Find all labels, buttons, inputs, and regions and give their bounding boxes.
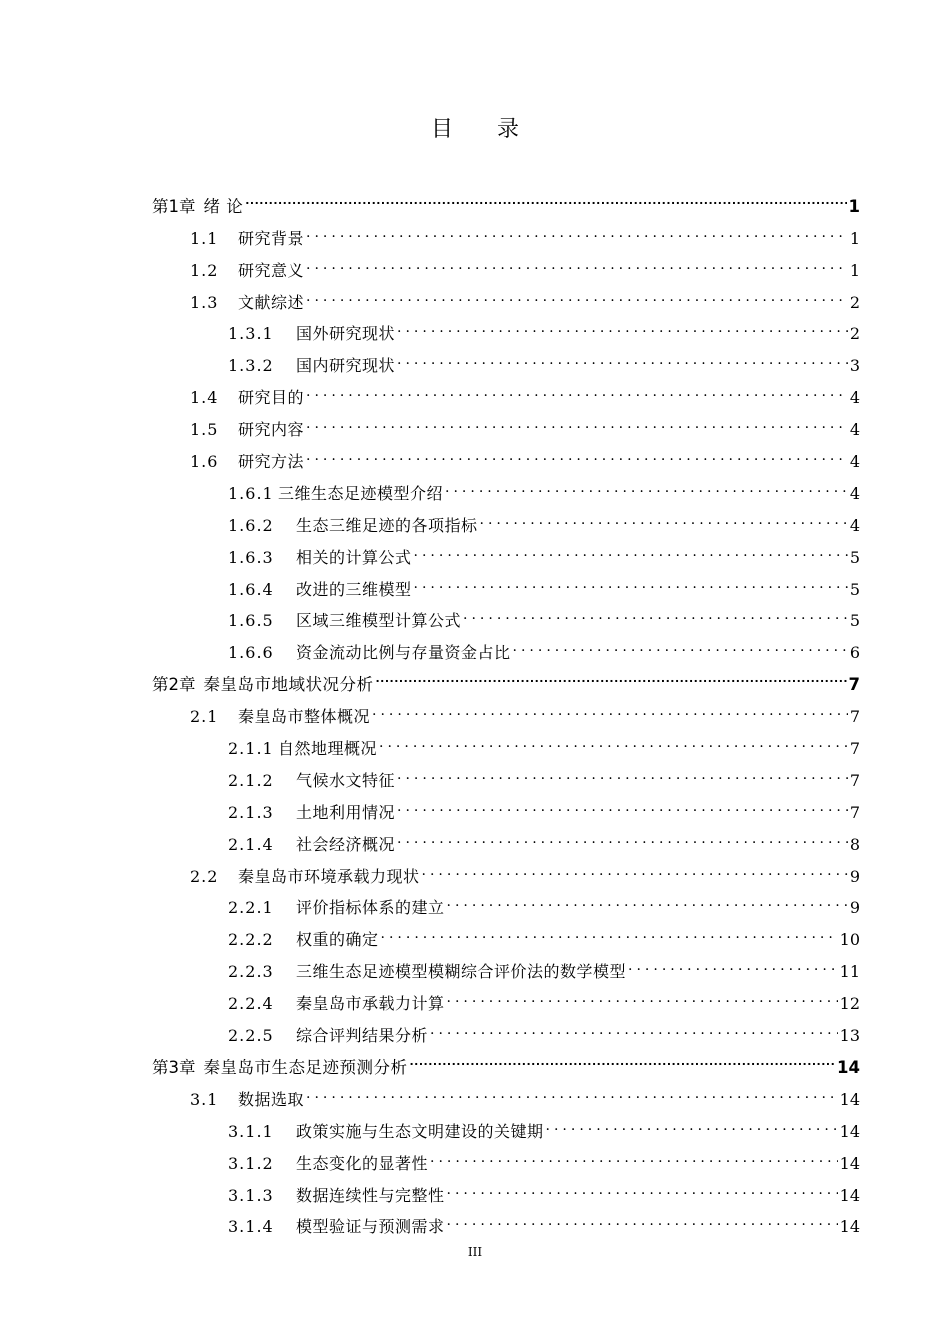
dot-leader bbox=[245, 180, 846, 212]
toc-entry-label: 改进的三维模型 bbox=[296, 579, 412, 599]
toc-entry-number: 2.2.5 bbox=[228, 1026, 274, 1046]
toc-entry-number: 2.1 bbox=[190, 707, 219, 727]
toc-entry-label: 相关的计算公式 bbox=[296, 547, 412, 567]
toc-entry-label: 政策实施与生态文明建设的关键期 bbox=[296, 1121, 544, 1141]
toc-entry-label: 研究方法 bbox=[238, 452, 305, 472]
dot-leader bbox=[306, 244, 848, 276]
dot-leader bbox=[447, 1201, 838, 1233]
toc-entry-page: 1 bbox=[849, 228, 860, 248]
toc-entry-page: 4 bbox=[849, 483, 860, 503]
toc-entry-label: 文献综述 bbox=[238, 292, 305, 312]
toc-entry-number: 1.3.2 bbox=[228, 356, 274, 376]
dot-leader bbox=[414, 531, 848, 563]
page-number-footer: III bbox=[467, 1245, 483, 1259]
toc-entry-label: 秦皇岛市地域状况分析 bbox=[203, 675, 374, 695]
toc-entry-number: 1.3 bbox=[190, 292, 219, 312]
toc-entry-number: 2.2 bbox=[190, 866, 219, 886]
toc-entry-number: 2.2.4 bbox=[228, 994, 274, 1014]
toc-entry-label: 综合评判结果分析 bbox=[296, 1026, 429, 1046]
toc-entry-label: 秦皇岛市生态足迹预测分析 bbox=[203, 1057, 408, 1077]
toc-entry-number: 2.1.1 bbox=[228, 739, 274, 759]
toc-entry-page: 4 bbox=[849, 420, 860, 440]
toc-entry-page: 14 bbox=[839, 1153, 860, 1173]
toc-entry-label: 评价指标体系的建立 bbox=[296, 898, 445, 918]
dot-leader bbox=[628, 945, 838, 977]
toc-entry-label: 秦皇岛市整体概况 bbox=[238, 707, 371, 727]
toc-entry-number: 1.1 bbox=[190, 228, 219, 248]
dot-leader bbox=[306, 212, 848, 244]
dot-leader bbox=[447, 977, 838, 1009]
toc-entry-page: 2 bbox=[849, 292, 860, 312]
dot-leader bbox=[381, 913, 838, 945]
toc-entry-label: 权重的确定 bbox=[296, 930, 379, 950]
toc-entry-number: 2.1.3 bbox=[228, 802, 274, 822]
toc-entry-label: 国外研究现状 bbox=[296, 324, 396, 344]
toc-entry-page: 9 bbox=[849, 898, 860, 918]
toc-entry-label: 土地利用情况 bbox=[296, 802, 396, 822]
dot-leader bbox=[372, 690, 848, 722]
toc-entry-label: 研究背景 bbox=[238, 228, 305, 248]
toc-entry-page: 10 bbox=[839, 930, 860, 950]
toc-entry-page: 14 bbox=[839, 1185, 860, 1205]
toc-entry-page: 1 bbox=[849, 260, 860, 280]
toc-entry-page: 12 bbox=[839, 994, 860, 1014]
dot-leader bbox=[376, 658, 847, 690]
toc-entry-number: 1.3.1 bbox=[228, 324, 274, 344]
toc-entry-page: 14 bbox=[837, 1057, 860, 1077]
toc-entry-label: 区域三维模型计算公式 bbox=[296, 611, 462, 631]
toc-entry-number: 3.1.4 bbox=[228, 1217, 274, 1237]
toc-entry-number: 第1章 bbox=[152, 196, 196, 216]
toc-entry-number: 1.2 bbox=[190, 260, 219, 280]
dot-leader bbox=[546, 1105, 838, 1137]
dot-leader bbox=[463, 595, 848, 627]
toc-entry-number: 3.1.2 bbox=[228, 1153, 274, 1173]
toc-entry-page: 5 bbox=[849, 547, 860, 567]
dot-leader bbox=[422, 850, 848, 882]
toc-entry-number: 1.4 bbox=[190, 388, 219, 408]
toc-entry-label: 秦皇岛市环境承载力现状 bbox=[238, 866, 420, 886]
dot-leader bbox=[397, 786, 848, 818]
toc-entry-label: 模型验证与预测需求 bbox=[296, 1217, 445, 1237]
dot-leader bbox=[306, 276, 848, 308]
toc-entry-page: 14 bbox=[839, 1089, 860, 1109]
toc-entry-page: 14 bbox=[839, 1121, 860, 1141]
toc-entry-number: 3.1 bbox=[190, 1089, 219, 1109]
toc-entry-label: 数据选取 bbox=[238, 1089, 305, 1109]
toc-entry-number: 第3章 bbox=[152, 1057, 196, 1077]
toc-entry-number: 3.1.3 bbox=[228, 1185, 274, 1205]
dot-leader bbox=[445, 467, 848, 499]
toc-entry-label: 绪 论 bbox=[203, 196, 244, 216]
dot-leader bbox=[397, 754, 848, 786]
toc-entry-label: 国内研究现状 bbox=[296, 356, 396, 376]
toc-entry-page: 1 bbox=[848, 196, 860, 216]
dot-leader bbox=[430, 1137, 838, 1169]
toc-section-entry[interactable] bbox=[152, 212, 860, 248]
toc-entry-page: 7 bbox=[849, 739, 860, 759]
toc-entry-label: 三维生态足迹模型介绍 bbox=[278, 483, 444, 503]
toc-entry-number: 1.6.5 bbox=[228, 611, 274, 631]
toc-entry-page: 6 bbox=[849, 643, 860, 663]
toc-entry-label: 社会经济概况 bbox=[296, 834, 396, 854]
toc-entry-label: 气候水文特征 bbox=[296, 770, 396, 790]
dot-leader bbox=[306, 403, 848, 435]
toc-entry-label: 三维生态足迹模型模糊综合评价法的数学模型 bbox=[296, 962, 627, 982]
toc-entry-page: 7 bbox=[849, 707, 860, 727]
toc-entry-number: 2.2.2 bbox=[228, 930, 274, 950]
toc-entry-page: 4 bbox=[849, 452, 860, 472]
toc-entry-page: 8 bbox=[849, 834, 860, 854]
toc-entry-page: 7 bbox=[849, 770, 860, 790]
toc-entry-label: 研究意义 bbox=[238, 260, 305, 280]
dot-leader bbox=[306, 435, 848, 467]
toc-entry-number: 2.1.4 bbox=[228, 834, 274, 854]
toc-entry-number: 1.6.6 bbox=[228, 643, 274, 663]
table-of-contents bbox=[152, 180, 860, 1237]
toc-entry-page: 3 bbox=[849, 356, 860, 376]
toc-entry-page: 9 bbox=[849, 866, 860, 886]
toc-entry-page: 5 bbox=[849, 611, 860, 631]
toc-entry-label: 生态三维足迹的各项指标 bbox=[296, 515, 478, 535]
toc-entry-number: 2.1.2 bbox=[228, 770, 274, 790]
dot-leader bbox=[306, 371, 848, 403]
toc-entry-page: 4 bbox=[849, 515, 860, 535]
toc-entry-number: 1.6.3 bbox=[228, 547, 274, 567]
toc-chapter-entry[interactable] bbox=[152, 180, 860, 216]
toc-entry-number: 1.5 bbox=[190, 420, 219, 440]
toc-entry-number: 第2章 bbox=[152, 675, 196, 695]
dot-leader bbox=[513, 626, 848, 658]
toc-entry-page: 14 bbox=[839, 1217, 860, 1237]
toc-entry-number: 2.2.1 bbox=[228, 898, 274, 918]
dot-leader bbox=[397, 308, 848, 340]
toc-entry-label: 生态变化的显著性 bbox=[296, 1153, 429, 1173]
dot-leader bbox=[397, 818, 848, 850]
toc-entry-page: 4 bbox=[849, 388, 860, 408]
toc-entry-label: 数据连续性与完整性 bbox=[296, 1185, 445, 1205]
dot-leader bbox=[397, 339, 848, 371]
toc-entry-number: 1.6.4 bbox=[228, 579, 274, 599]
dot-leader bbox=[379, 722, 848, 754]
toc-entry-number: 3.1.1 bbox=[228, 1121, 274, 1141]
toc-entry-number: 1.6 bbox=[190, 452, 219, 472]
toc-entry-number: 1.6.2 bbox=[228, 515, 274, 535]
toc-entry-number: 2.2.3 bbox=[228, 962, 274, 982]
toc-title: 目录 bbox=[430, 117, 563, 142]
toc-entry-label: 资金流动比例与存量资金占比 bbox=[296, 643, 511, 663]
toc-entry-number: 1.6.1 bbox=[228, 483, 274, 503]
toc-entry-label: 秦皇岛市承载力计算 bbox=[296, 994, 445, 1014]
toc-entry-page: 7 bbox=[849, 802, 860, 822]
toc-entry-label: 研究目的 bbox=[238, 388, 305, 408]
dot-leader bbox=[447, 1169, 838, 1201]
dot-leader bbox=[430, 1009, 838, 1041]
toc-entry-label: 自然地理概况 bbox=[278, 739, 378, 759]
dot-leader bbox=[410, 1041, 836, 1073]
dot-leader bbox=[306, 1073, 838, 1105]
toc-entry-page: 7 bbox=[848, 675, 860, 695]
dot-leader bbox=[447, 882, 848, 914]
toc-entry-page: 2 bbox=[849, 324, 860, 344]
toc-entry-page: 5 bbox=[849, 579, 860, 599]
dot-leader bbox=[414, 563, 848, 595]
toc-entry-page: 11 bbox=[839, 962, 860, 982]
toc-entry-label: 研究内容 bbox=[238, 420, 305, 440]
dot-leader bbox=[480, 499, 848, 531]
toc-entry-page: 13 bbox=[839, 1026, 860, 1046]
